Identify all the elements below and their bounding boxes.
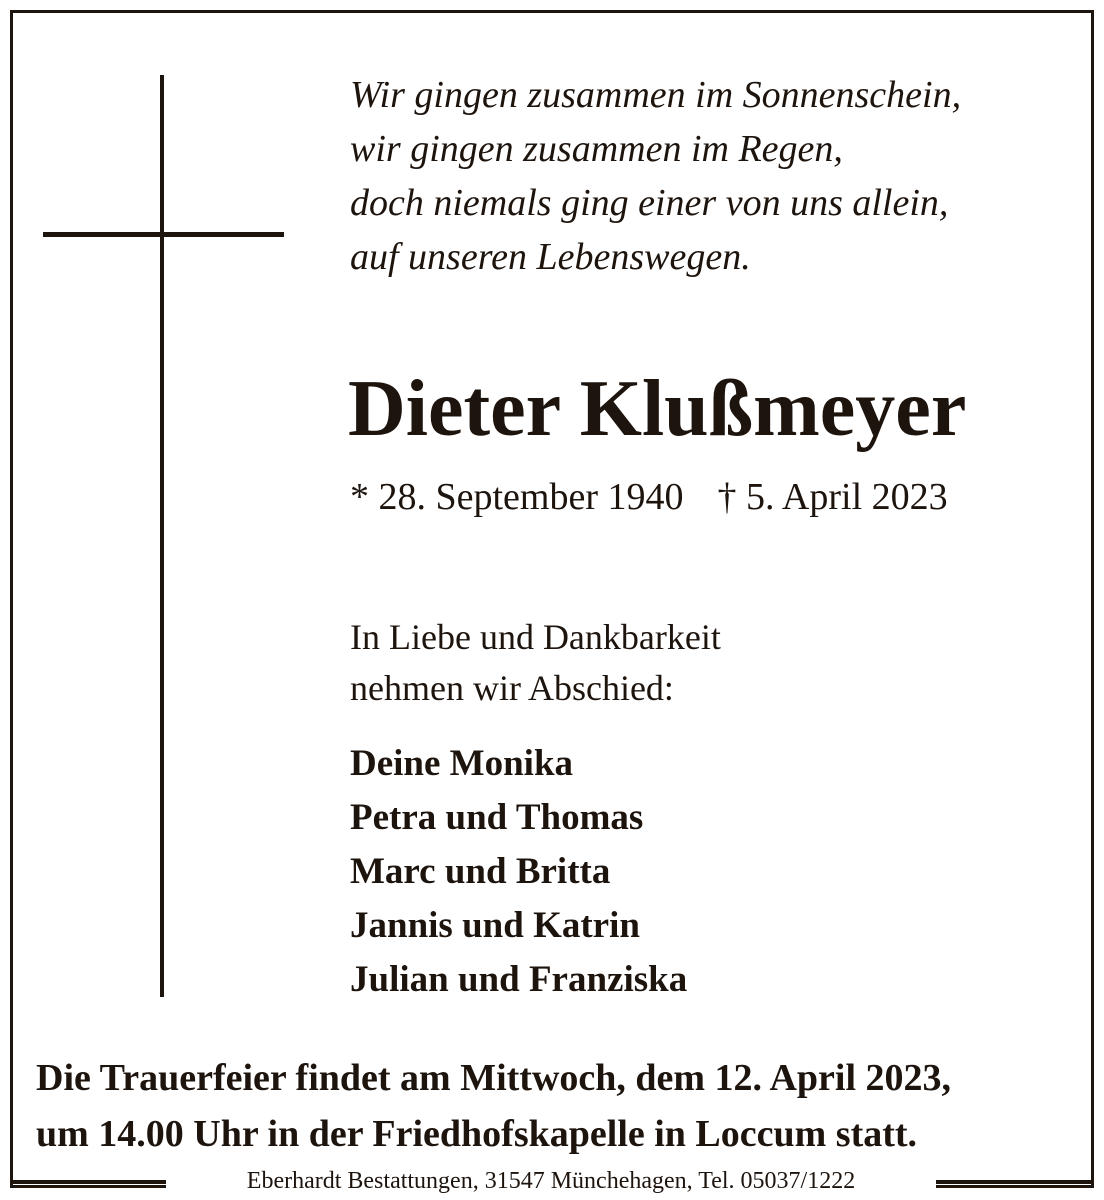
footer-rule-left: [10, 1180, 166, 1184]
mourner-item: Julian und Franziska: [350, 959, 688, 1000]
service-line: um 14.00 Uhr in der Friedhofskapelle in Loccum statt.: [36, 1113, 918, 1155]
poem-line: wir gingen zusammen im Regen,: [350, 128, 843, 170]
mourner-item: Marc und Britta: [350, 851, 611, 892]
funeral-home-credit: Eberhardt Bestattungen, 31547 Münchehagen, Tel. 05037/1222: [166, 1166, 936, 1196]
footer-rule-right: [936, 1180, 1094, 1184]
funeral-service-notice: [36, 1050, 951, 1162]
poem-line: doch niemals ging einer von uns allein,: [350, 182, 949, 224]
cross-vertical-bar: [160, 75, 164, 997]
farewell-text: [350, 612, 721, 714]
service-line: Die Trauerfeier findet am Mittwoch, dem 12. April 2023,: [36, 1057, 952, 1099]
death-date: † 5. April 2023: [717, 476, 948, 518]
poem-line: Wir gingen zusammen im Sonnenschein,: [350, 74, 962, 116]
mourner-item: Jannis und Katrin: [350, 905, 640, 946]
farewell-line: In Liebe und Dankbarkeit: [350, 617, 721, 657]
deceased-name: Dieter Klußmeyer: [348, 365, 967, 453]
farewell-line: nehmen wir Abschied:: [350, 668, 674, 708]
birth-date: * 28. September 1940: [350, 476, 684, 518]
mourner-item: Petra und Thomas: [350, 797, 644, 838]
mourners-list: [350, 737, 687, 1007]
poem: [350, 68, 961, 284]
life-dates: [350, 474, 948, 520]
poem-line: auf unseren Lebenswegen.: [350, 236, 751, 278]
cross-horizontal-bar: [43, 232, 284, 237]
mourner-item: Deine Monika: [350, 743, 574, 784]
